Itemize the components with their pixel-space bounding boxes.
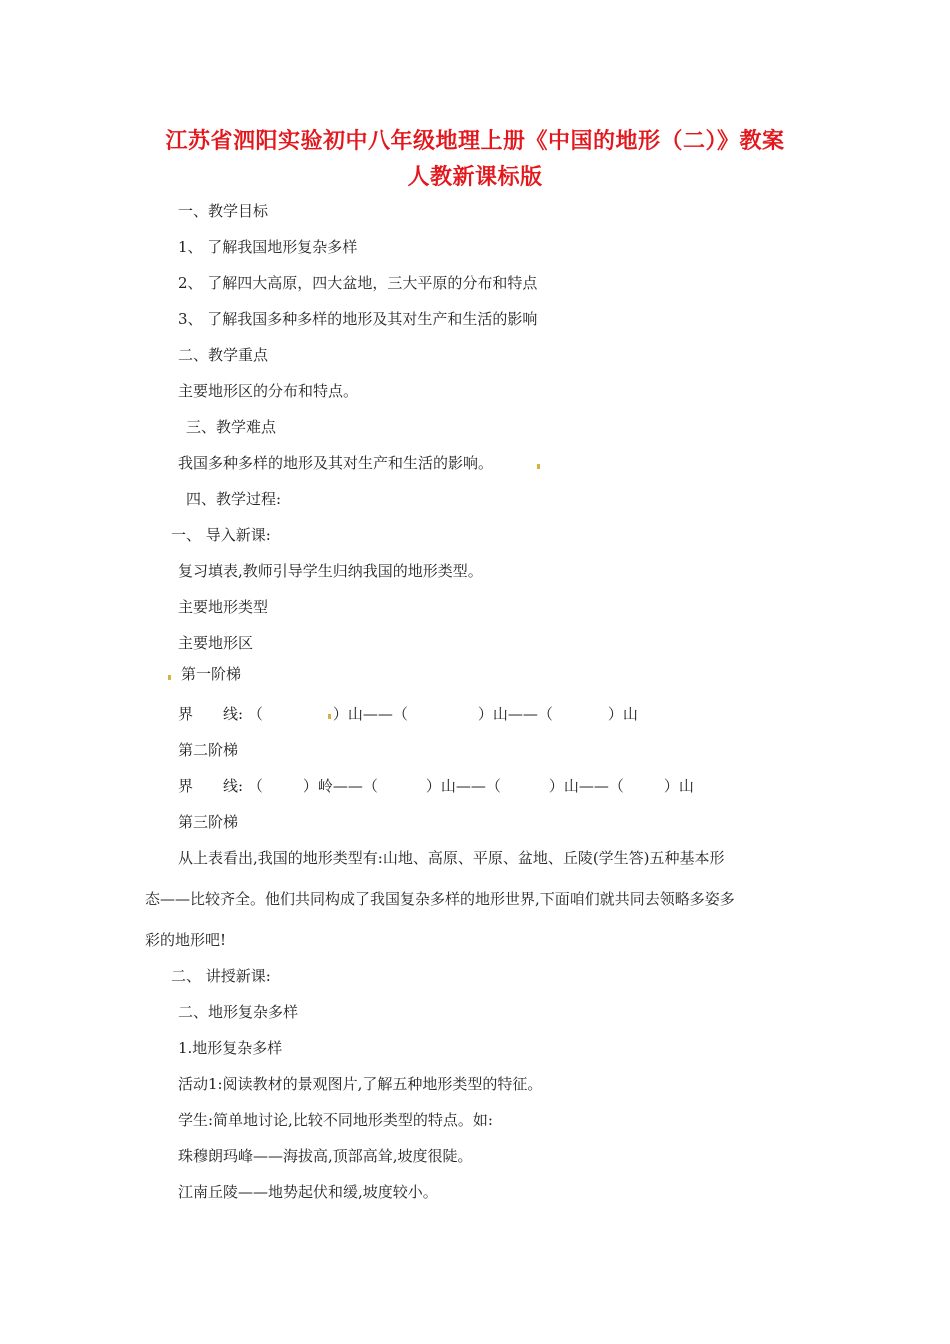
subsection-heading-diverse-terrain: 二、地形复杂多样	[178, 1003, 299, 1021]
objective-item-1: 1、 了解我国地形复杂多样	[178, 238, 358, 256]
objective-item-2: 2、 了解四大高原，四大盆地，三大平原的分布和特点	[178, 274, 538, 292]
boundary-line-second-step: 界 线: （ ）岭——（ ）山——（ ）山——（ ）山	[178, 777, 694, 795]
document-title-line2: 人教新课标版	[407, 165, 543, 190]
boundary-label: 界 线:	[178, 705, 244, 723]
step-heading-new-lesson: 二、 讲授新课:	[171, 967, 271, 985]
boundary-line-first-step: 界 线: （ ）山——（ ）山——（ ）山	[178, 705, 638, 723]
boundary-label: 界 线:	[178, 777, 244, 795]
document-title-line1: 江苏省泗阳实验初中八年级地理上册《中国的地形（二）》教案	[165, 129, 785, 154]
objective-item-3: 3、 了解我国多种多样的地形及其对生产和生活的影响	[178, 310, 538, 328]
summary-paragraph-line3: 彩的地形吧!	[145, 931, 227, 949]
summary-paragraph-line2: 态——比较齐全。他们共同构成了我国复杂多样的地形世界,下面咱们就共同去领略多姿多	[145, 890, 735, 908]
example-jiangnan-hills: 江南丘陵——地势起伏和缓,坡度较小。	[178, 1183, 438, 1201]
key-points-text: 主要地形区的分布和特点。	[178, 382, 359, 400]
activity-1-text: 活动1:阅读教材的景观图片,了解五种地形类型的特征。	[178, 1075, 543, 1093]
section-heading-difficulties: 三、教学难点	[186, 418, 277, 436]
table-row-first-step: 第一阶梯	[181, 665, 242, 683]
student-discussion-text: 学生:简单地讨论,比较不同地形类型的特点。如:	[178, 1111, 493, 1129]
table-row-landform-types: 主要地形类型	[178, 598, 269, 616]
section-heading-key-points: 二、教学重点	[178, 346, 269, 364]
subsection-item-1: 1.地形复杂多样	[178, 1039, 283, 1057]
section-heading-objectives: 一、教学目标	[178, 202, 269, 220]
table-row-landform-regions: 主要地形区	[178, 634, 254, 652]
section-heading-process: 四、教学过程:	[186, 490, 282, 508]
example-everest: 珠穆朗玛峰——海拔高,顶部高耸,坡度很陡。	[178, 1147, 473, 1165]
summary-paragraph-line1: 从上表看出,我国的地形类型有:山地、高原、平原、盆地、丘陵(学生答)五种基本形	[178, 849, 725, 867]
marker-dot	[168, 675, 171, 680]
intro-text: 复习填表,教师引导学生归纳我国的地形类型。	[178, 562, 483, 580]
marker-dot	[537, 464, 540, 469]
table-row-second-step: 第二阶梯	[178, 741, 239, 759]
marker-dot	[328, 714, 331, 719]
step-heading-intro: 一、 导入新课:	[171, 526, 271, 544]
table-row-third-step: 第三阶梯	[178, 813, 239, 831]
difficulties-text: 我国多种多样的地形及其对生产和生活的影响。	[178, 454, 494, 472]
